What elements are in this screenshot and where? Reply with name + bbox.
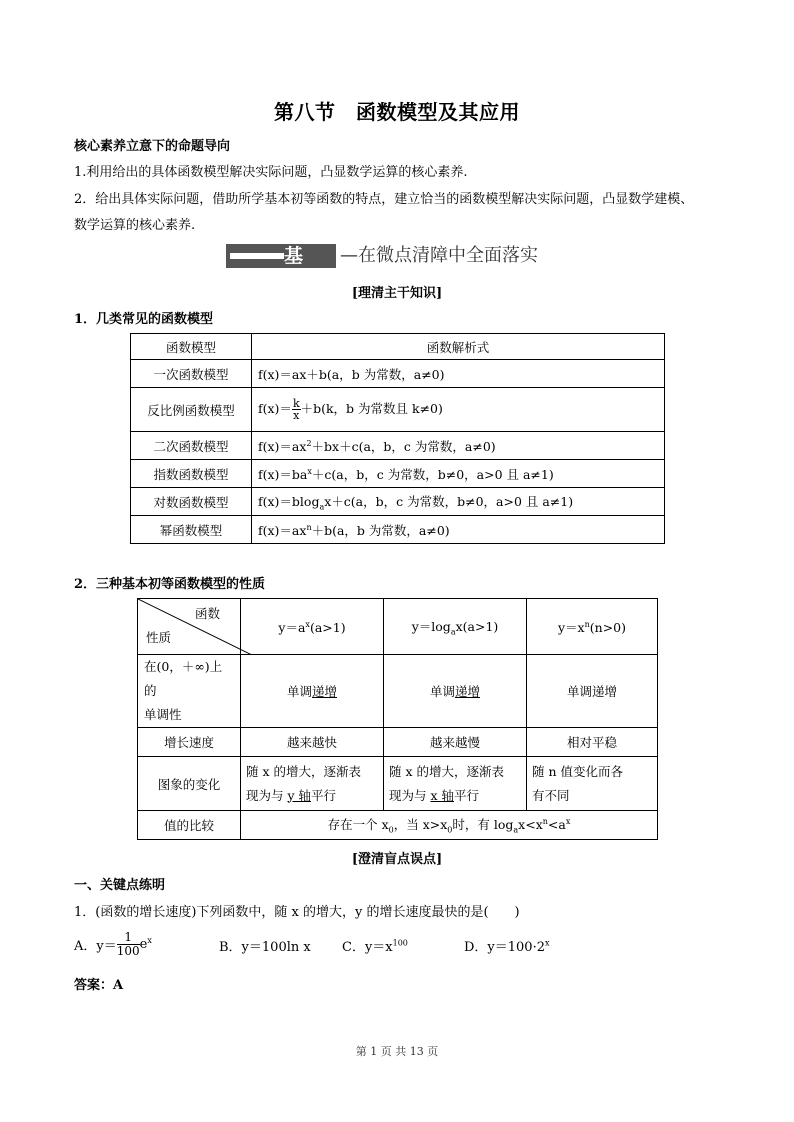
cell-underlined-text: y 轴 [287, 787, 312, 803]
row-label-line: 在(0，＋∞)上的 [144, 659, 223, 698]
option-d-exponent: x [544, 938, 550, 948]
table-row [138, 811, 658, 840]
formula-part: f(x)＝ax [258, 522, 307, 538]
cell-superscript: n [542, 817, 548, 827]
formula-part: f(x)＝ba [258, 466, 308, 482]
option-a-label: A．y＝ [74, 938, 117, 954]
cell-line: 随 x 的增大，逐渐表 [389, 763, 504, 779]
guide-heading: 核心素养立意下的命题导向 [74, 139, 231, 154]
fraction-numerator: k [292, 397, 300, 410]
cell-text: 单调 [429, 684, 455, 699]
cell-line: 随 n 值变化而各 [532, 763, 623, 779]
cell-text: 现为与 [389, 787, 431, 803]
table-cell [527, 757, 658, 811]
column-header [241, 599, 384, 655]
formula-subscript: a [319, 502, 325, 512]
fraction-denominator: 100 [116, 943, 140, 958]
header-part: y＝x [557, 619, 585, 635]
table-row [131, 360, 665, 388]
table-row [131, 488, 665, 516]
question-text: 1．(函数的增长速度)下列函数中，随 x 的增大，y 的增长速度最快的是( ) [74, 905, 520, 920]
row-label: 图象的变化 [138, 757, 241, 811]
cell-superscript: x [565, 817, 571, 827]
option-a-exponent: x [147, 936, 152, 945]
table-cell [384, 757, 527, 811]
section3-heading: [澄清盲点误点] [351, 852, 443, 867]
option-a-base: e [139, 936, 148, 952]
page-title: 第八节 函数模型及其应用 [274, 100, 520, 124]
option-c-exponent: 100 [392, 938, 408, 948]
cell-text: 存在一个 x [327, 817, 389, 833]
diagonal-header-cell [138, 599, 241, 655]
table-header-row [131, 334, 665, 360]
cell-line: 有不同 [532, 787, 570, 803]
table-cell [241, 655, 384, 728]
table-cell [241, 811, 658, 840]
model-formula [252, 488, 665, 516]
answer: 答案：A [74, 978, 124, 993]
cell-subscript: 0 [388, 825, 394, 835]
model-name: 对数函数模型 [131, 488, 252, 516]
model-name: 反比例函数模型 [131, 388, 252, 432]
properties-table [137, 598, 658, 840]
cell-text: ，当 x>x [393, 817, 448, 833]
formula-part: f(x)＝blog [258, 493, 320, 509]
cell-text: 现为与 [246, 787, 288, 803]
table-cell [241, 757, 384, 811]
cell-subscript: a [513, 825, 519, 835]
row-label [138, 655, 241, 728]
cell-text: 单调 [286, 684, 312, 699]
cell-line [389, 784, 521, 808]
model-formula [252, 516, 665, 544]
option-b: B．y＝100ln x [219, 940, 311, 955]
header-subscript: a [450, 627, 456, 637]
table-row [131, 388, 665, 432]
guide-item-1: 1.利用给出的具体函数模型解决实际问题，凸显数学运算的核心素养. [74, 165, 468, 180]
table-row [131, 516, 665, 544]
page-footer: 第 1 页 共 13 页 [355, 1045, 439, 1058]
banner-word: 基础 [284, 245, 304, 291]
row-label: 增长速度 [138, 728, 241, 757]
section3-subheading: 一、关键点练明 [74, 878, 166, 893]
cell-subscript: 0 [447, 825, 453, 835]
formula-superscript: 2 [306, 438, 312, 448]
row-label: 值的比较 [138, 811, 241, 840]
formula-part: ＋b(a，b 为常数，a≠0) [311, 522, 450, 538]
cell-underlined-text: x 轴 [430, 787, 455, 803]
header-part: (a>1) [309, 619, 346, 635]
corner-label-bottom: 性质 [146, 630, 172, 645]
guide-item-2-line1: 2．给出具体实际问题，借助所学基本初等函数的特点，建立恰当的函数模型解决实际问题，凸显数学建模、 [74, 192, 694, 207]
header-part: y＝a [278, 619, 306, 635]
formula-part: ＋c(a，b，c 为常数，b≠0，a>0 且 a≠1) [311, 466, 554, 482]
option-c [342, 936, 408, 955]
header-part: x(a>1) [455, 618, 499, 634]
table-row [138, 655, 658, 728]
formula-part: f(x)＝ [258, 401, 292, 416]
formula-part: ＋b(k，b 为常数且 k≠0) [300, 401, 443, 416]
cell-underlined-text: 递增 [312, 684, 338, 699]
fraction [117, 931, 140, 958]
function-models-table [130, 333, 665, 544]
fraction [292, 398, 301, 421]
cell-text: x<x [518, 817, 543, 833]
section1-subheading: 1．几类常见的函数模型 [74, 312, 214, 327]
cell-text: 平行 [311, 787, 337, 803]
model-formula [252, 432, 665, 460]
option-d [464, 936, 550, 955]
formula-part: f(x)＝ax [258, 438, 307, 454]
model-formula: f(x)＝ax＋b(a，b 为常数，a≠0) [252, 360, 665, 388]
table-cell [384, 655, 527, 728]
model-name: 幂函数模型 [131, 516, 252, 544]
cell-line [246, 784, 378, 808]
header-part: (n>0) [589, 619, 626, 635]
cell-text: 时，有 log [452, 817, 514, 833]
banner-subtitle: —在微点清障中全面落实 [340, 245, 538, 266]
formula-part: x＋c(a，b，c 为常数，b≠0，a>0 且 a≠1) [324, 493, 574, 509]
table-row [138, 728, 658, 757]
cell-line: 随 x 的增大，逐渐表 [246, 763, 361, 779]
table-cell: 越来越快 [241, 728, 384, 757]
option-c-text: C．y＝x [342, 940, 393, 955]
formula-superscript: n [306, 522, 312, 532]
option-d-text: D．y＝100·2 [464, 940, 545, 955]
corner-label-top: 函数 [194, 606, 220, 621]
banner-stripe [230, 253, 284, 259]
section1-heading: [理清主干知识] [351, 286, 443, 301]
column-header [527, 599, 658, 655]
option-a [74, 928, 152, 960]
header-part: y＝log [411, 618, 451, 634]
fraction-denominator: x [293, 409, 300, 422]
model-formula [252, 460, 665, 488]
model-name: 二次函数模型 [131, 432, 252, 460]
cell-underlined-text: 递增 [455, 684, 481, 699]
fraction-numerator: 1 [117, 931, 140, 945]
section2-heading: 2．三种基本初等函数模型的性质 [74, 577, 266, 592]
model-name: 一次函数模型 [131, 360, 252, 388]
table-header-cell: 函数解析式 [252, 334, 665, 360]
table-cell: 相对平稳 [527, 728, 658, 757]
header-superscript: x [305, 619, 310, 629]
formula-part: ＋bx＋c(a，b，c 为常数，a≠0) [311, 438, 496, 454]
model-name: 指数函数模型 [131, 460, 252, 488]
row-label-line: 单调性 [144, 707, 182, 722]
table-row [131, 460, 665, 488]
cell-text: 平行 [454, 787, 480, 803]
table-row [138, 757, 658, 811]
table-header-row [138, 599, 658, 655]
table-cell: 越来越慢 [384, 728, 527, 757]
guide-item-2-line2: 数学运算的核心素养. [74, 218, 196, 233]
header-superscript: n [584, 619, 590, 629]
model-formula [252, 388, 665, 432]
table-cell: 单调递增 [527, 655, 658, 728]
table-header-cell: 函数模型 [131, 334, 252, 360]
cell-text: <a [547, 817, 566, 833]
formula-superscript: x [307, 466, 312, 476]
table-row [131, 432, 665, 460]
column-header [384, 599, 527, 655]
